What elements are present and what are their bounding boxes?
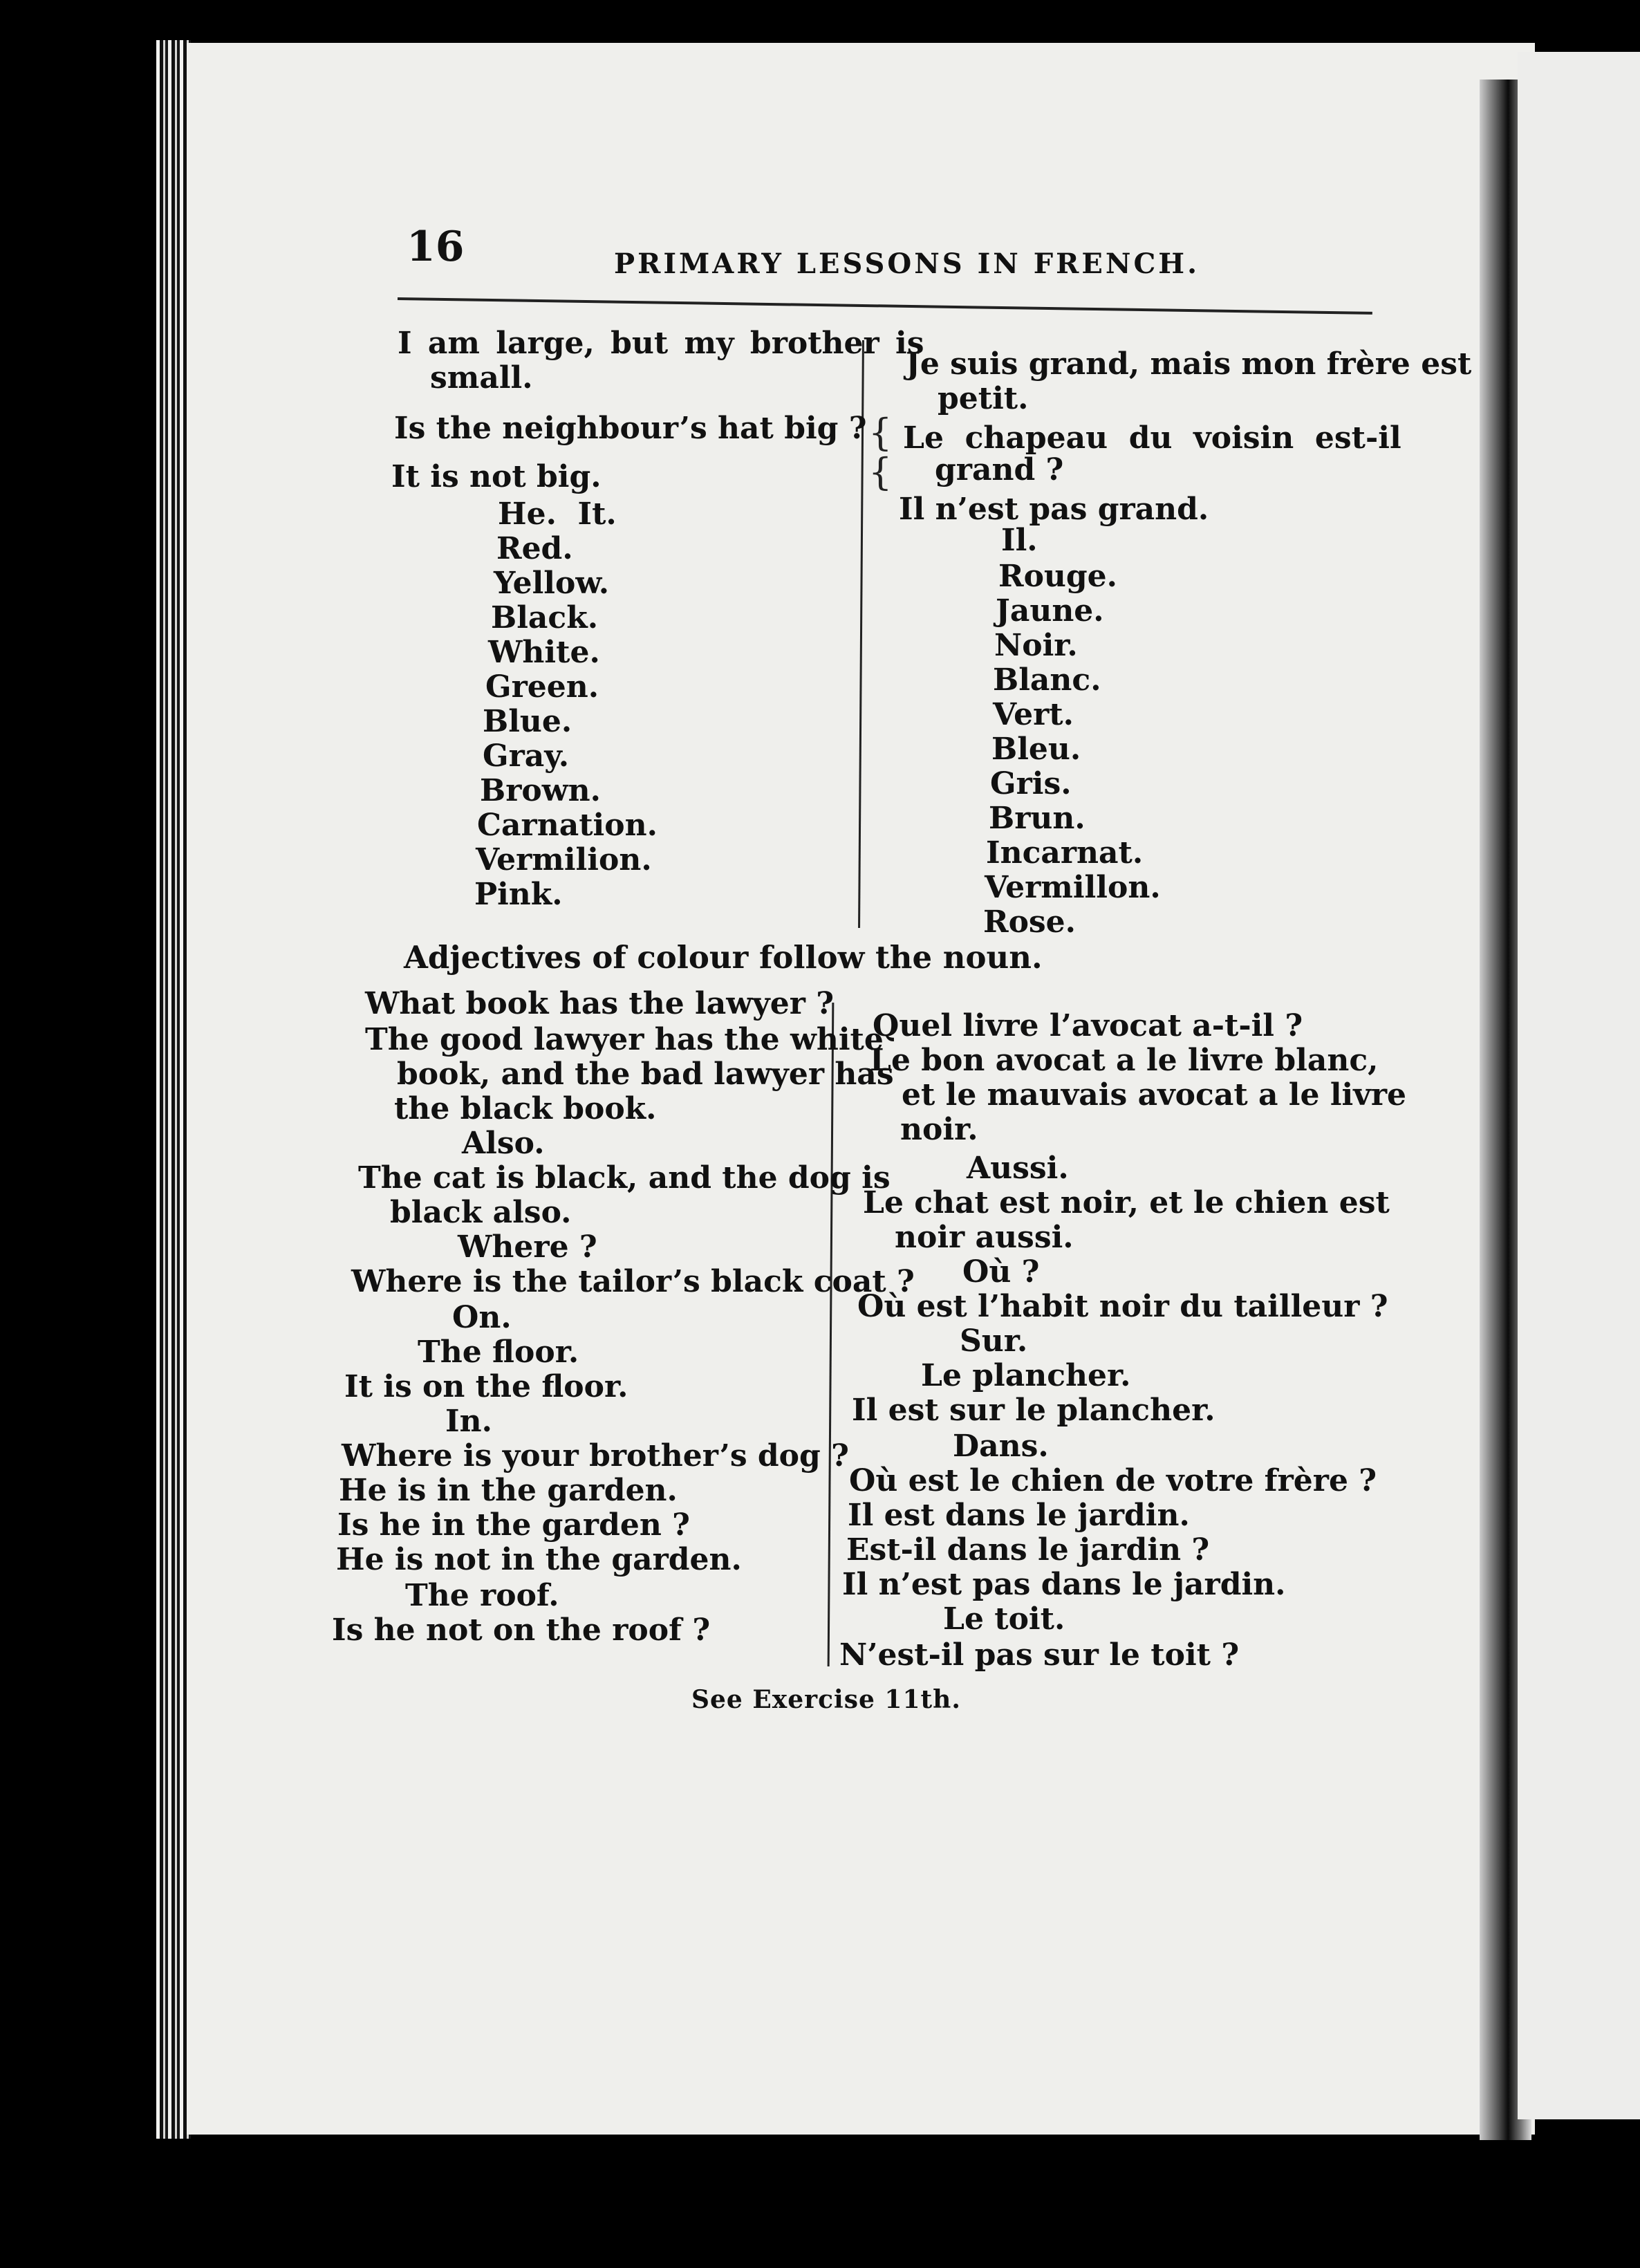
running-head: PRIMARY LESSONS IN FRENCH. xyxy=(614,248,1200,280)
fr-line: Brun. xyxy=(989,801,1085,836)
en-line: In. xyxy=(445,1404,492,1439)
en-line: The cat is black, and the dog is xyxy=(358,1160,891,1196)
en-line: Also. xyxy=(462,1126,545,1161)
fr-line: Aussi. xyxy=(967,1151,1069,1186)
en-line: The floor. xyxy=(418,1335,579,1370)
grammar-rule: Adjectives of colour follow the noun. xyxy=(404,939,1043,976)
en-line: Brown. xyxy=(480,773,601,808)
fr-line: Où est le chien de votre frère ? xyxy=(849,1463,1377,1498)
fr-line: Où est l’habit noir du tailleur ? xyxy=(857,1289,1388,1324)
fr-line: Dans. xyxy=(953,1429,1049,1464)
fr-line: Rose. xyxy=(983,904,1076,940)
fr-line: Rouge. xyxy=(998,559,1117,594)
fr-line: Sur. xyxy=(960,1323,1028,1359)
page-edge-lines xyxy=(156,40,191,2139)
fr-line: et le mauvais avocat a le livre xyxy=(902,1077,1406,1113)
fr-line: Quel livre l’avocat a-t-il ? xyxy=(873,1008,1303,1043)
bracket-mark: { { xyxy=(868,411,893,494)
en-line: On. xyxy=(452,1300,512,1335)
fr-line: Je suis grand, mais mon frère est xyxy=(906,346,1472,382)
fr-line: Il n’est pas grand. xyxy=(899,492,1209,527)
en-line: the black book. xyxy=(394,1091,657,1126)
fr-line: Jaune. xyxy=(996,593,1104,629)
en-line: What book has the lawyer ? xyxy=(365,986,834,1021)
en-line: The roof. xyxy=(405,1578,559,1613)
fr-line: Vermillon. xyxy=(985,870,1161,905)
en-line: The good lawyer has the white xyxy=(365,1022,884,1057)
fr-line: Le chat est noir, et le chien est xyxy=(863,1185,1390,1220)
en-line: Is he not on the roof ? xyxy=(332,1612,711,1648)
en-line: Blue. xyxy=(483,704,572,739)
facing-page-edge xyxy=(1518,52,1640,2119)
en-line: Yellow. xyxy=(494,566,610,601)
exercise-reference: See Exercise 11th. xyxy=(691,1685,961,1714)
en-line: Gray. xyxy=(483,738,570,774)
en-line: It is on the floor. xyxy=(344,1369,628,1404)
fr-line: Où ? xyxy=(962,1254,1040,1290)
en-line: Vermilion. xyxy=(476,842,652,877)
en-line: Is he in the garden ? xyxy=(337,1507,690,1543)
fr-line: Noir. xyxy=(994,628,1078,663)
en-line: Where ? xyxy=(458,1229,597,1265)
fr-line: noir. xyxy=(900,1112,978,1147)
fr-line: grand ? xyxy=(935,452,1064,487)
fr-line: N’est-il pas sur le toit ? xyxy=(839,1637,1240,1673)
page-number: 16 xyxy=(407,223,465,271)
en-line: Is the neighbour’s hat big ? xyxy=(394,411,867,446)
en-line: He. It. xyxy=(498,496,617,532)
en-line: I am large, but my brother is xyxy=(398,326,924,361)
fr-line: Est-il dans le jardin ? xyxy=(846,1532,1210,1568)
en-line: Where is the tailor’s black coat ? xyxy=(351,1264,915,1299)
fr-line: Le chapeau du voisin est-il xyxy=(903,420,1401,456)
fr-line: Le bon avocat a le livre blanc, xyxy=(870,1043,1379,1078)
fr-line: Incarnat. xyxy=(986,835,1144,871)
fr-line: Gris. xyxy=(990,766,1072,801)
en-line: Pink. xyxy=(474,877,563,912)
fr-line: petit. xyxy=(938,381,1029,416)
en-line: black also. xyxy=(390,1195,572,1230)
en-line: He is not in the garden. xyxy=(336,1542,742,1577)
fr-line: Blanc. xyxy=(993,662,1101,698)
fr-line: Le plancher. xyxy=(921,1358,1131,1393)
en-line: It is not big. xyxy=(391,459,602,494)
fr-line: Le toit. xyxy=(943,1601,1065,1637)
en-line: Black. xyxy=(491,600,599,635)
fr-line: noir aussi. xyxy=(895,1220,1074,1255)
fr-line: Il est dans le jardin. xyxy=(848,1498,1190,1533)
en-line: Carnation. xyxy=(477,808,658,843)
en-line: book, and the bad lawyer has xyxy=(397,1057,894,1092)
fr-line: Vert. xyxy=(993,697,1074,732)
en-line: White. xyxy=(488,635,600,670)
fr-line: Il. xyxy=(1001,523,1038,558)
en-line: Red. xyxy=(496,531,573,566)
en-line: small. xyxy=(430,360,533,396)
en-line: He is in the garden. xyxy=(339,1473,678,1508)
fr-line: Il n’est pas dans le jardin. xyxy=(842,1567,1286,1602)
fr-line: Il est sur le plancher. xyxy=(852,1393,1215,1428)
en-line: Green. xyxy=(485,669,599,705)
en-line: Where is your brother’s dog ? xyxy=(342,1438,849,1474)
fr-line: Bleu. xyxy=(991,732,1081,767)
